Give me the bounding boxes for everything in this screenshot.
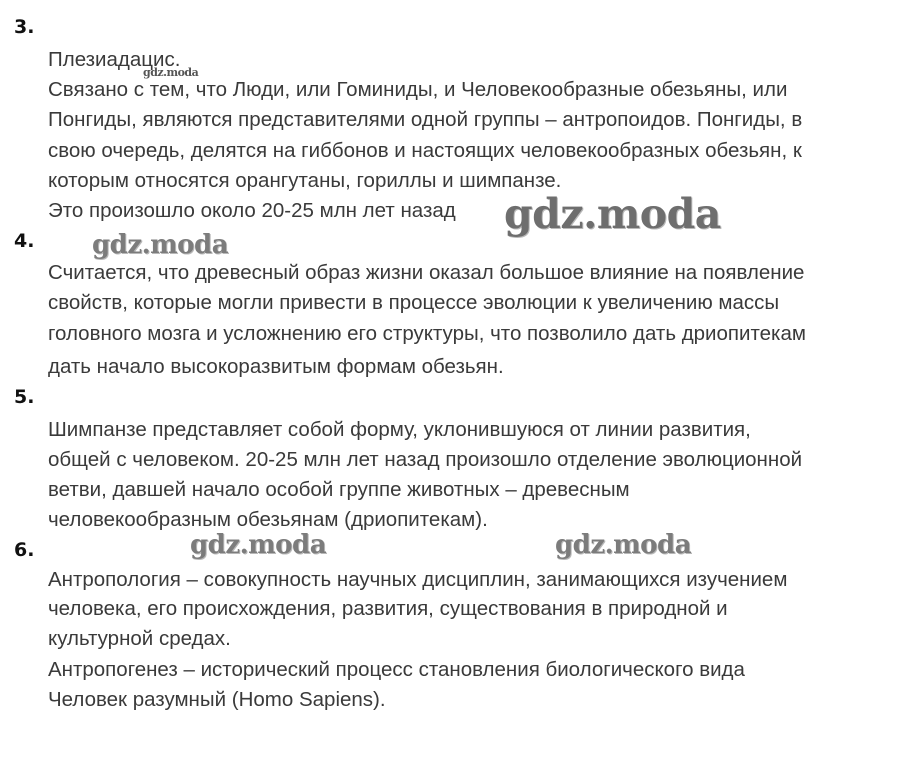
section-4-line-2: свойств, которые могли привести в процессе эволюции к увеличению массы bbox=[48, 291, 780, 314]
section-3-line-3: Понгиды, являются представителями одной группы – антропоидов. Понгиды, в bbox=[48, 108, 803, 131]
watermark-section-4: gdz.moda bbox=[92, 230, 229, 260]
section-5-line-2: общей с человеком. 20-25 млн лет назад произошло отделение эволюционной bbox=[48, 448, 803, 471]
section-number-4: 4. bbox=[14, 230, 35, 252]
section-3-line-6: Это произошло около 20-25 млн лет назад bbox=[48, 199, 456, 222]
section-6-line-2: человека, его происхождения, развития, существования в природной и bbox=[48, 597, 728, 620]
section-3-line-2: Связано с тем, что Люди, или Гоминиды, и Человекообразные обезьяны, или bbox=[48, 78, 788, 101]
watermark-section-6-right: gdz.moda bbox=[555, 530, 692, 560]
section-number-5: 5. bbox=[14, 386, 35, 408]
section-3-line-4: свою очередь, делятся на гиббонов и настоящих человекообразных обезьян, к bbox=[48, 139, 802, 162]
section-3-line-5: которым относятся орангутаны, гориллы и шимпанзе. bbox=[48, 169, 562, 192]
section-number-6: 6. bbox=[14, 539, 35, 561]
watermark-section-6-left: gdz.moda bbox=[190, 530, 327, 560]
section-6-line-1: Антропология – совокупность научных дисциплин, занимающихся изучением bbox=[48, 568, 788, 591]
section-4-line-3: головного мозга и усложнению его структуры, что позволило дать дриопитекам bbox=[48, 322, 806, 345]
watermark-tiny: gdz.moda bbox=[143, 66, 199, 79]
section-6-line-4: Антропогенез – исторический процесс становления биологического вида bbox=[48, 658, 745, 681]
section-6-line-5: Человек разумный (Homo Sapiens). bbox=[48, 688, 386, 711]
section-3-line-1: Плезиадацис. bbox=[48, 48, 181, 71]
watermark-big: gdz.moda bbox=[504, 190, 721, 238]
section-4-line-1: Считается, что древесный образ жизни оказал большое влияние на появление bbox=[48, 261, 805, 284]
section-6-line-3: культурной средах. bbox=[48, 627, 231, 650]
section-5-line-1: Шимпанзе представляет собой форму, уклонившуюся от линии развития, bbox=[48, 418, 751, 441]
section-5-line-3: ветви, давшей начало особой группе животных – древесным bbox=[48, 478, 630, 501]
section-number-3: 3. bbox=[14, 16, 35, 38]
section-5-line-4: человекообразным обезьянам (дриопитекам). bbox=[48, 508, 488, 531]
section-4-line-4: дать начало высокоразвитым формам обезьян. bbox=[48, 355, 504, 378]
